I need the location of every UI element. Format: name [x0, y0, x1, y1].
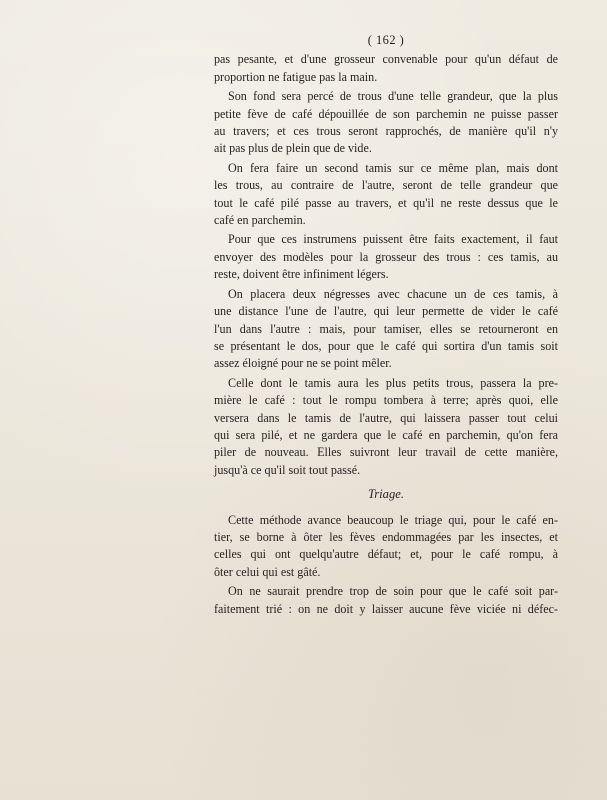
- text-line: Celle dont le tamis aura les plus petits trous, passera la pre-: [228, 375, 558, 390]
- text-line: qui sera pilé, et ne gardera que le café en parchemin, qu'on fera: [214, 427, 558, 442]
- text-line: piler de nouveau. Elles suivront leur travail de cette manière,: [214, 445, 558, 460]
- paragraph-instruments: [214, 231, 558, 283]
- text-line: ait pas plus de plein que de vide.: [214, 141, 372, 156]
- paragraph-triage-care: [214, 583, 558, 618]
- paragraph-sifting-process: [214, 375, 558, 479]
- paragraph-second-sieve: [214, 160, 558, 230]
- text-line: versera dans le tamis de l'autre, qui laissera passer tout celui: [214, 410, 558, 425]
- paragraph-continuation: [214, 51, 558, 86]
- text-line: petite fève de café dépouillée de son parchemin ne puisse passer: [214, 106, 558, 121]
- text-line: l'un dans l'autre : mais, pour tamiser, elles se retourneront en: [214, 321, 558, 336]
- page-number: ( 162 ): [367, 33, 405, 47]
- text-line: reste, doivent être infiniment légers.: [214, 267, 389, 282]
- text-line: envoyer des modèles pour la grosseur des trous : ces tamis, au: [214, 249, 558, 264]
- text-line: Cette méthode avance beaucoup le triage qui, pour le café en-: [228, 512, 558, 527]
- text-line: Son fond sera percé de trous d'une telle grandeur, que la plus: [228, 89, 558, 104]
- text-line: pas pesante, et d'une grosseur convenable pour qu'un défaut de: [214, 52, 558, 67]
- text-line: jusqu'à ce qu'il soit tout passé.: [214, 462, 361, 477]
- page-content: [214, 32, 558, 620]
- text-line: café en parchemin.: [214, 213, 306, 228]
- text-line: tier, se borne à ôter les fèves endommagées par les insectes, et: [214, 529, 558, 544]
- text-line: ôter celui qui est gâté.: [214, 564, 321, 579]
- text-line: se présentant le dos, pour que le café qui sortira d'un tamis soit: [214, 338, 558, 353]
- text-line: les trous, au contraire de l'autre, seront de telle grandeur que: [214, 178, 558, 193]
- paragraph-sieve-bottom: [214, 88, 558, 158]
- paragraph-triage-method: [214, 512, 558, 582]
- text-line: Pour que ces instrumens puissent être faits exactement, il faut: [228, 232, 558, 247]
- text-line: au travers; et ces trous seront rapprochés, de manière qu'il n'y: [214, 124, 558, 139]
- text-line: On placera deux négresses avec chacune un de ces tamis, à: [228, 286, 558, 301]
- text-line: proportion ne fatigue pas la main.: [214, 69, 378, 84]
- text-line: faitement trié : on ne doit y laisser aucune fève viciée ni défec-: [214, 601, 558, 616]
- text-line: On ne saurait prendre trop de soin pour que le café soit par-: [228, 584, 558, 599]
- text-line: assez éloigné pour ne se point mêler.: [214, 356, 392, 371]
- section-title: Triage.: [367, 487, 405, 502]
- text-line: celles qui ont quelqu'autre défaut; et, pour le café rompu, à: [214, 547, 558, 562]
- text-line: une distance l'une de l'autre, qui leur permette de vider le café: [214, 304, 558, 319]
- text-line: tout le café pilé passe au travers, et qu'il ne reste dessus que le: [214, 195, 558, 210]
- paragraph-placement: [214, 286, 558, 373]
- text-line: On fera faire un second tamis sur ce même plan, mais dont: [228, 160, 558, 175]
- text-line: mière le café : tout le rompu tombera à terre; après quoi, elle: [214, 393, 558, 408]
